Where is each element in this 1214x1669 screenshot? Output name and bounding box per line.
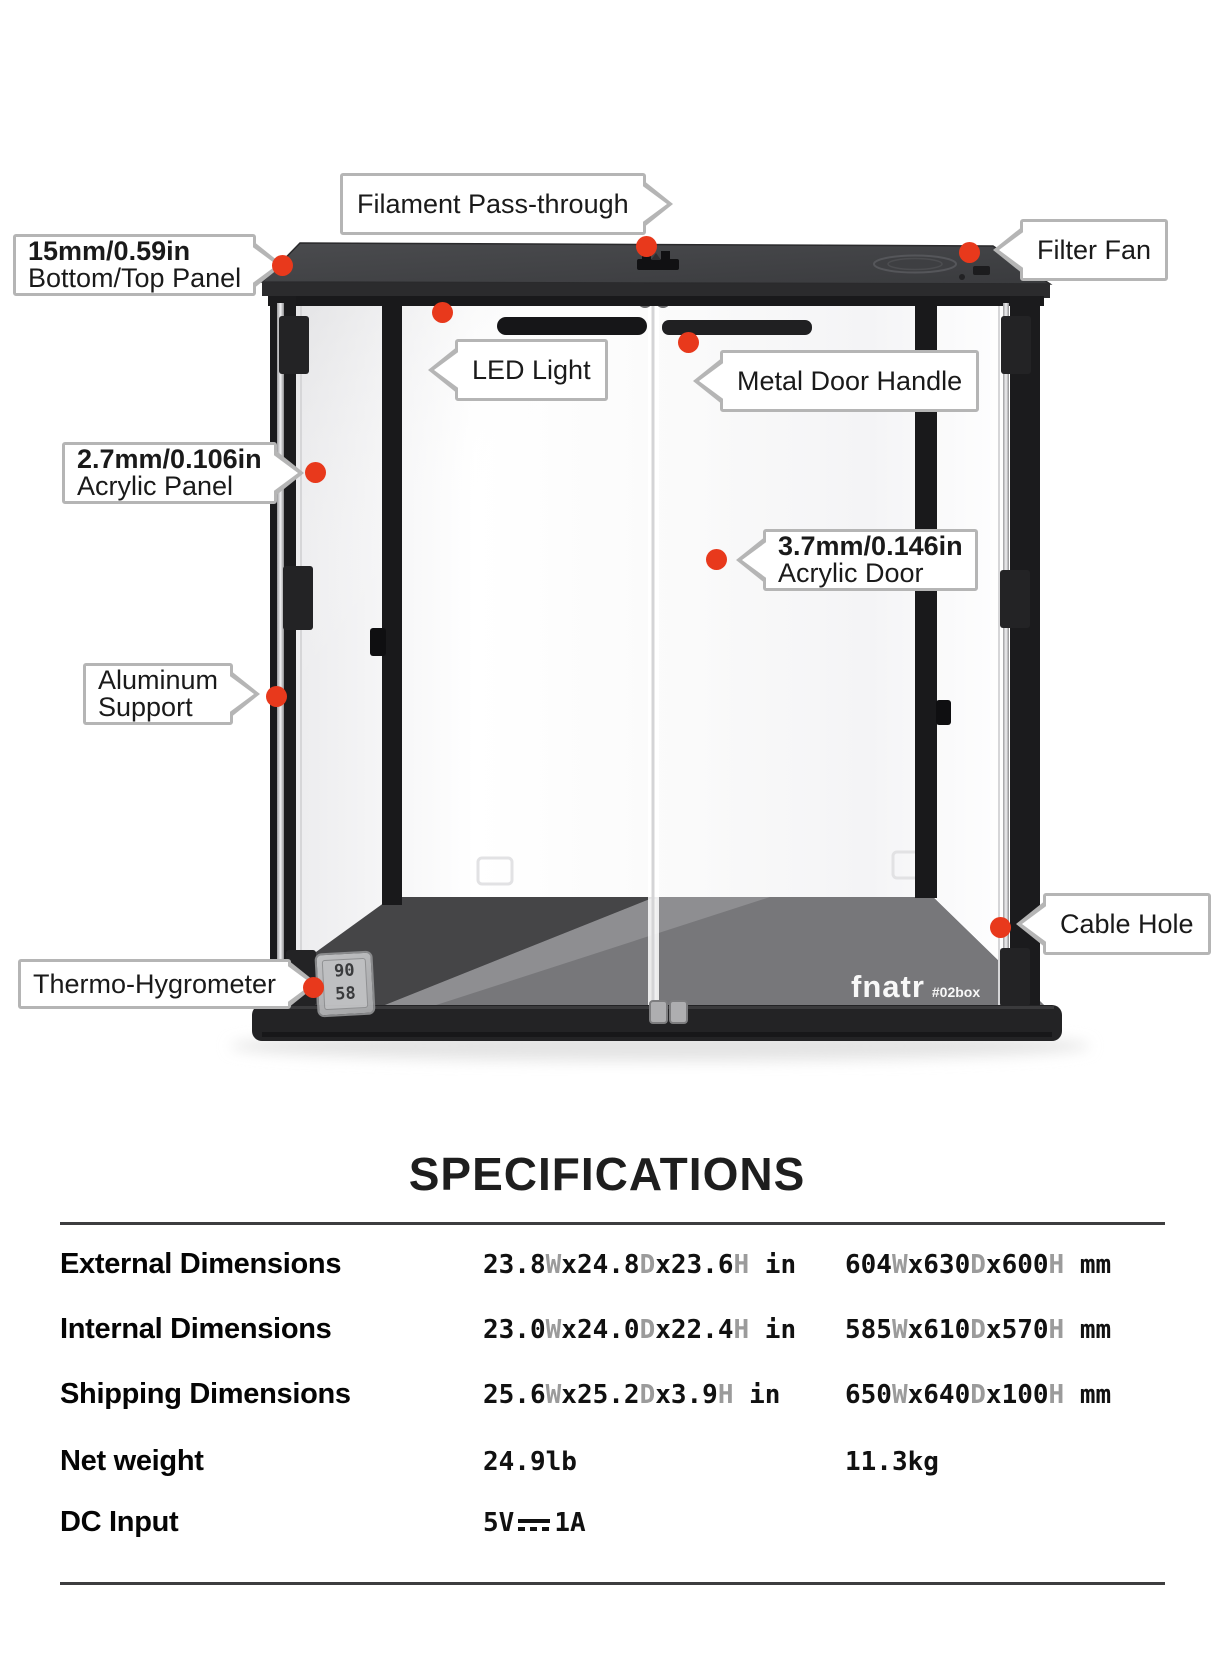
spec-value-col2-1 — [845, 1315, 1111, 1345]
model-name: #02box — [931, 984, 981, 1000]
spec-row-label-4: DC Input — [60, 1506, 179, 1538]
spec-value-part: 22.4 — [670, 1315, 734, 1345]
marker-dot-bottom-top-panel — [272, 255, 293, 276]
spec-value-part: W — [891, 1315, 908, 1345]
callout-label: Filament Pass-through — [357, 189, 629, 219]
spec-value-part: x — [907, 1315, 924, 1345]
spec-value-part: x — [655, 1250, 671, 1280]
spec-value-part: H — [717, 1380, 734, 1410]
spec-value-part: 610 — [923, 1315, 971, 1345]
marker-dot-cable-hole — [990, 917, 1011, 938]
callout-label: Support — [98, 692, 193, 722]
spec-value-part: x — [985, 1380, 1002, 1410]
spec-value-part: 11.3kg — [845, 1447, 939, 1477]
spec-value-part: in — [749, 1250, 797, 1280]
marker-dot-acrylic-door — [706, 549, 727, 570]
spec-value-part: 585 — [845, 1315, 892, 1345]
spec-value-part: x — [561, 1315, 577, 1345]
spec-value-part: 650 — [845, 1380, 892, 1410]
spec-value-part: W — [545, 1380, 562, 1410]
callout-label: Bottom/Top Panel — [28, 263, 242, 293]
spec-value-part: x — [907, 1250, 924, 1280]
marker-dot-led-light — [432, 302, 453, 323]
marker-dot-filament-pass-through — [636, 236, 657, 257]
spec-value-part: 23.0 — [483, 1315, 546, 1345]
spec-value-part: D — [970, 1250, 986, 1280]
spec-row-label-3: Net weight — [60, 1445, 204, 1477]
spec-value-part: 604 — [845, 1250, 892, 1280]
callout-label: LED Light — [472, 355, 591, 385]
callout-label: Aluminum — [98, 665, 219, 695]
spec-value-part: D — [970, 1315, 986, 1345]
spec-value-part: W — [545, 1250, 562, 1280]
spec-value-part: x — [655, 1380, 671, 1410]
spec-value-col1-2 — [483, 1380, 780, 1410]
spec-value-part: mm — [1064, 1250, 1112, 1280]
spec-value-part: W — [891, 1380, 908, 1410]
marker-dot-acrylic-panel — [305, 462, 326, 483]
spec-value-col1-0 — [483, 1250, 796, 1280]
spec-value-part: 24.9lb — [483, 1447, 577, 1477]
spec-value-part: 640 — [923, 1380, 971, 1410]
spec-value-part: x — [561, 1250, 577, 1280]
spec-value-part: 630 — [923, 1250, 971, 1280]
callout-label: 2.7mm/0.106in — [77, 444, 262, 474]
spec-value-part: D — [639, 1380, 656, 1410]
spec-divider-top — [60, 1222, 1165, 1225]
spec-divider-bottom — [60, 1582, 1165, 1585]
spec-value-col2-0 — [845, 1250, 1111, 1280]
callout-label: 3.7mm/0.146in — [778, 531, 963, 561]
spec-row-label-1: Internal Dimensions — [60, 1313, 332, 1345]
callout-label: Cable Hole — [1060, 909, 1194, 939]
callout-label: 15mm/0.59in — [28, 236, 191, 266]
spec-row-label-2: Shipping Dimensions — [60, 1378, 351, 1410]
spec-value-part: W — [891, 1250, 908, 1280]
spec-value-part: D — [970, 1380, 986, 1410]
spec-value-col1-4 — [483, 1508, 586, 1538]
callout-label: Thermo-Hygrometer — [33, 969, 277, 999]
callout-label: Acrylic Panel — [77, 471, 234, 501]
spec-value-part: 24.0 — [576, 1315, 640, 1345]
spec-value-part: H — [1048, 1250, 1065, 1280]
spec-value-part: 24.8 — [576, 1250, 640, 1280]
spec-value-part: 23.8 — [483, 1250, 546, 1280]
spec-value-part: 570 — [1001, 1315, 1049, 1345]
spec-value-part: H — [1048, 1380, 1065, 1410]
spec-value-col2-3 — [845, 1447, 939, 1477]
spec-value-part: mm — [1064, 1380, 1112, 1410]
spec-value-part: D — [639, 1315, 656, 1345]
spec-value-part: 100 — [1001, 1380, 1049, 1410]
spec-value-part: 3.9 — [670, 1380, 718, 1410]
spec-value-part: x — [985, 1315, 1002, 1345]
marker-dot-aluminum-support — [266, 686, 287, 707]
callout-label: Filter Fan — [1037, 235, 1152, 265]
spec-value-part: H — [733, 1315, 750, 1345]
spec-value-col1-1 — [483, 1315, 796, 1345]
spec-title: SPECIFICATIONS — [408, 1148, 806, 1200]
brand-name: fnatr — [851, 969, 925, 1004]
marker-dot-metal-door-handle — [678, 332, 699, 353]
spec-row-label-0: External Dimensions — [60, 1248, 342, 1280]
spec-value-part: x — [655, 1315, 671, 1345]
dc-symbol — [518, 1517, 550, 1531]
callout-label: Acrylic Door — [778, 558, 924, 588]
spec-value-part: 1A — [554, 1508, 586, 1538]
hygrometer-top-reading: 90 — [333, 960, 356, 982]
spec-value-part: 600 — [1001, 1250, 1049, 1280]
spec-value-part: mm — [1064, 1315, 1112, 1345]
spec-value-part: H — [1048, 1315, 1065, 1345]
spec-value-part: in — [749, 1315, 797, 1345]
spec-value-part: 25.6 — [483, 1380, 546, 1410]
spec-value-part: 5V — [483, 1508, 515, 1538]
spec-value-col1-3 — [483, 1447, 577, 1477]
spec-value-part: x — [985, 1250, 1002, 1280]
marker-dot-thermo-hygrometer — [303, 977, 324, 998]
spec-value-part: W — [545, 1315, 562, 1345]
spec-value-part: x — [907, 1380, 924, 1410]
spec-value-part: D — [639, 1250, 656, 1280]
spec-value-part: x — [561, 1380, 577, 1410]
callout-label: Metal Door Handle — [737, 366, 963, 396]
hygrometer-bottom-reading: 58 — [334, 983, 357, 1005]
marker-dot-filter-fan — [959, 242, 980, 263]
spec-value-part: in — [733, 1380, 781, 1410]
spec-value-part: 23.6 — [670, 1250, 734, 1280]
spec-value-part: 25.2 — [576, 1380, 640, 1410]
spec-value-part: H — [733, 1250, 750, 1280]
spec-value-col2-2 — [845, 1380, 1111, 1410]
